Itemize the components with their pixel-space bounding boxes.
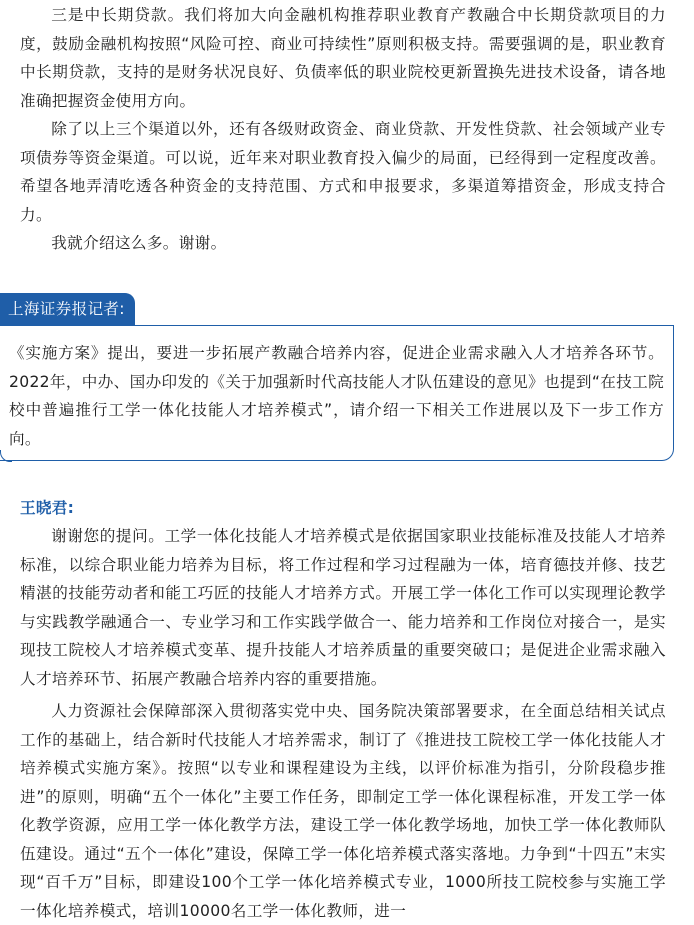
answer-paragraph-policy: 人力资源社会保障部深入贯彻落实党中央、国务院决策部署要求，在全面总结相关试点工作的基础上，结合新时代技能人才培养需求，制订了《推进技工院校工学一体化技能人才培养模式实施方案》。按照“以专业和课程建设为主线，以评价标准为指引，分阶段稳步推进”的原则，明确“五个一体化”主要工作任务，即制定工学一体化课程标准，开发工学一体化教学资源，应用工学一体化教学方法，建设工学一体化教学场地，加快工学一体化教师队伍建设。通过“五个一体化”建设，保障工学一体化培养模式落实落地。力争到“十四五”末实现“百千万”目标，即建设100个工学一体化培养模式专业，1000所技工院校参与实施工学一体化培养模式，培训10000名工学一体化教师，进一 <box>20 702 666 920</box>
question-text: 《实施方案》提出，要进一步拓展产教融合培养内容，促进企业需求融入人才培养各环节。2022年，中办、国办印发的《关于加强新时代高技能人才队伍建设的意见》也提到“在技工院校中普遍推行工学一体化技能人才培养模式”，请介绍一下相关工作进展以及下一步工作方向。 <box>9 344 664 448</box>
intro-paragraph-closing: 我就介绍这么多。谢谢。 <box>51 234 227 252</box>
reporter-label: 上海证券报记者: <box>0 293 135 325</box>
intro-paragraph-loans: 三是中长期贷款。我们将加大向金融机构推荐职业教育产教融合中长期贷款项目的力度，鼓励金融机构按照“风险可控、商业可持续性”原则积极支持。需要强调的是，职业教育中长期贷款，支持的是财务状况良好、负债率低的职业院校更新置换先进技术设备，请各地准确把握资金使用方向。 <box>20 6 666 110</box>
intro-paragraph-other-channels: 除了以上三个渠道以外，还有各级财政资金、商业贷款、开发性贷款、社会领域产业专项债券等资金渠道。可以说，近年来对职业教育投入偏少的局面，已经得到一定程度改善。希望各地弄清吃透各种资金的支持范围、方式和申报要求，多渠道筹措资金，形成支持合力。 <box>20 120 666 224</box>
answer-paragraph-intro: 谢谢您的提问。工学一体化技能人才培养模式是依据国家职业技能标准及技能人才培养标准，以综合职业能力培养为目标，将工作过程和学习过程融为一体，培育德技并修、技艺精湛的技能劳动者和能工巧匠的技能人才培养方式。开展工学一体化工作可以实现理论教学与实践教学融通合一、专业学习和工作实践学做合一、能力培养和工作岗位对接合一，是实现技工院校人才培养模式变革、提升技能人才培养质量的重要突破口；是促进企业需求融入人才培养环节、拓展产教融合培养内容的重要措施。 <box>20 527 666 688</box>
speaker-name: 王晓君: <box>20 499 75 517</box>
question-box <box>0 325 674 461</box>
